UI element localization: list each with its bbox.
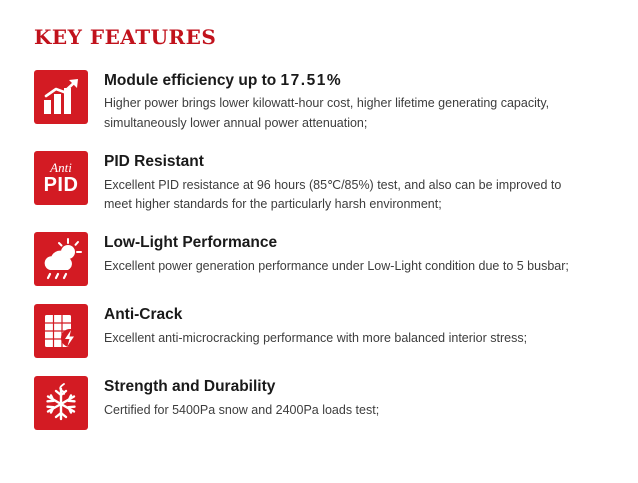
feature-title-value: 17.51% <box>280 72 343 89</box>
feature-text <box>104 70 608 133</box>
feature-text <box>104 232 608 276</box>
feature-item-low-light-performance <box>34 232 608 286</box>
feature-item-module-efficiency <box>34 70 608 133</box>
feature-title: Anti-Crack <box>104 306 183 324</box>
feature-description: Higher power brings lower kilowatt-hour cost, higher lifetime generating capacity, simultaneously lower annual power attenuation; <box>104 96 550 130</box>
feature-title <box>104 71 608 90</box>
feature-text <box>104 151 608 214</box>
feature-title: Low-Light Performance <box>104 234 278 252</box>
snowflake-icon <box>34 376 88 430</box>
feature-title-prefix: Module efficiency up to <box>104 72 281 89</box>
anti-pid-icon-main-label: PID <box>43 174 79 197</box>
feature-description: Certified for 5400Pa snow and 2400Pa loads test; <box>104 402 380 417</box>
feature-text <box>104 376 608 420</box>
feature-item-strength-durability <box>34 376 608 430</box>
anti-pid-icon <box>34 151 88 205</box>
sun-cloud-icon <box>34 232 88 286</box>
feature-description: Excellent power generation performance under Low-Light condition due to 5 busbar; <box>104 258 569 273</box>
bar-chart-growth-icon <box>34 70 88 124</box>
anti-pid-icon-top-label: Anti <box>50 160 72 176</box>
feature-item-pid-resistant <box>34 151 608 214</box>
feature-item-anti-crack <box>34 304 608 358</box>
feature-title: Strength and Durability <box>104 378 276 396</box>
feature-description: Excellent anti-microcracking performance with more balanced interior stress; <box>104 330 528 345</box>
feature-description: Excellent PID resistance at 96 hours (85℃/85%) test, and also can be improved to meet higher standards for the particularly harsh environment; <box>104 177 562 211</box>
solar-panel-crack-icon <box>34 304 88 358</box>
page-title: KEY FEATURES <box>34 25 217 49</box>
feature-text <box>104 304 608 348</box>
feature-list <box>34 70 608 430</box>
feature-title: PID Resistant <box>104 153 204 171</box>
